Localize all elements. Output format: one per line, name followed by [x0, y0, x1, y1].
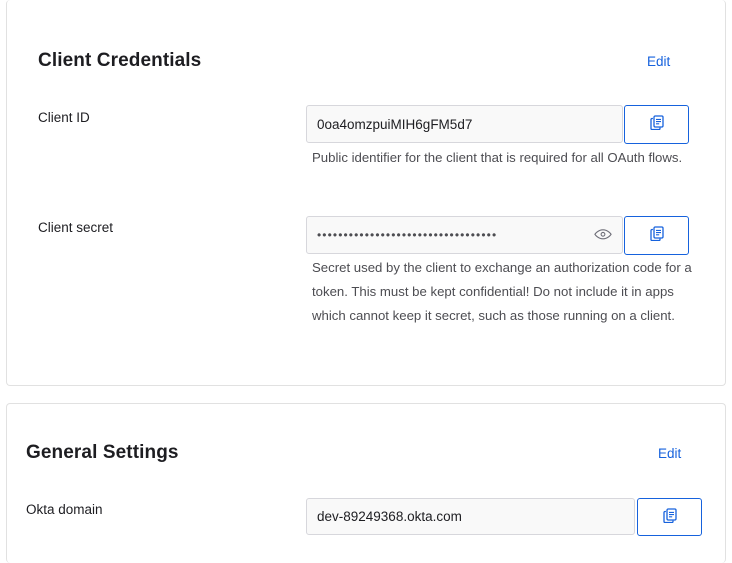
copy-icon: [649, 114, 665, 135]
general-settings-card: [6, 403, 726, 563]
copy-icon: [649, 225, 665, 246]
general-settings-title: General Settings: [26, 442, 179, 463]
copy-icon: [662, 507, 678, 528]
okta-domain-input[interactable]: [306, 498, 635, 535]
client-credentials-title: Client Credentials: [38, 50, 202, 71]
client-id-label: Client ID: [38, 110, 90, 125]
edit-client-credentials-link[interactable]: Edit: [647, 54, 671, 69]
okta-domain-label: Okta domain: [26, 502, 103, 517]
client-id-value: 0oa4omzpuiMIH6gFM5d7: [317, 116, 473, 132]
edit-general-settings-link[interactable]: Edit: [658, 446, 682, 461]
client-secret-value: ••••••••••••••••••••••••••••••••••: [317, 228, 498, 242]
client-secret-label: Client secret: [38, 220, 114, 235]
client-secret-help-text: Secret used by the client to exchange an authorization code for a token. This must be kept confidential! Do not include it in apps which cannot keep it secret, such as those running on a client.: [312, 260, 692, 323]
client-id-input[interactable]: [306, 105, 623, 143]
copy-client-secret-button[interactable]: [624, 216, 689, 255]
eye-icon[interactable]: [594, 228, 612, 242]
client-id-help-text: Public identifier for the client that is required for all OAuth flows.: [312, 150, 683, 165]
okta-domain-value: dev-89249368.okta.com: [317, 509, 462, 524]
copy-client-id-button[interactable]: [624, 105, 689, 144]
client-secret-input[interactable]: [306, 216, 623, 254]
copy-okta-domain-button[interactable]: [637, 498, 702, 536]
